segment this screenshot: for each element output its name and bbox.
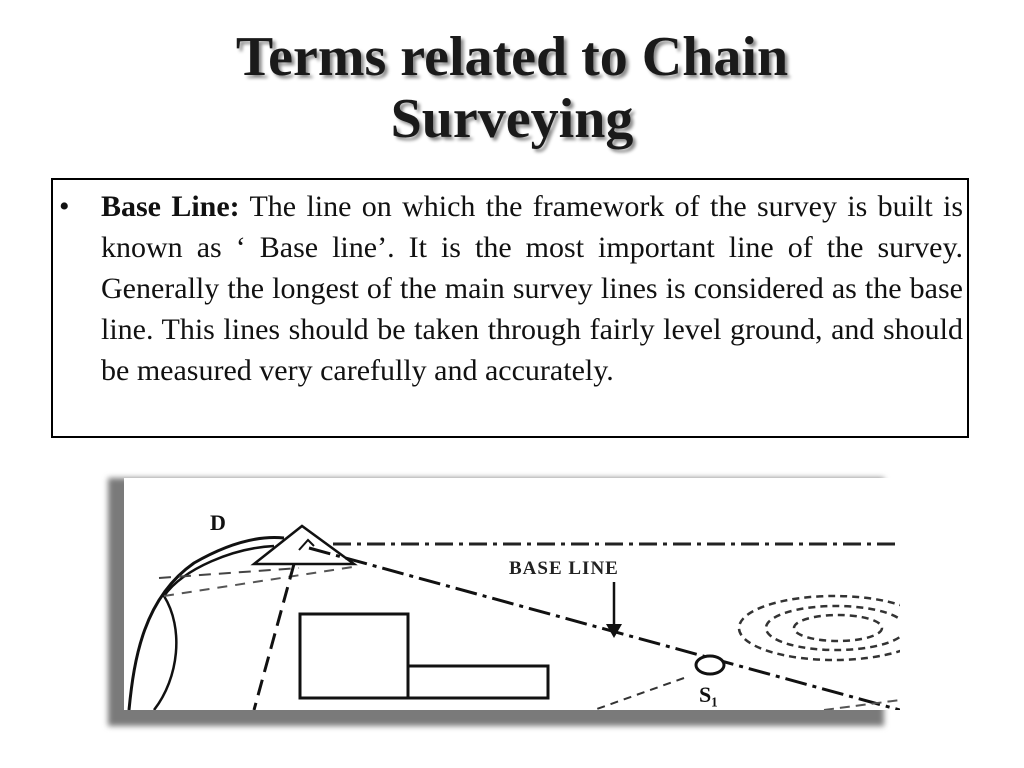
slide-title <box>0 26 1024 150</box>
slide-title-line-2: Surveying <box>390 88 634 150</box>
station-s1-marker <box>696 656 724 674</box>
definition-term: Base Line: <box>101 190 240 223</box>
definition-text: The line on which the framework of the survey is built is known as ‘ Base line’. It is the most important line of the survey. Generally the longest of the main survey lines is considered as the base line. This lines should be taken through fairly level ground, and should be measured very carefully and accurately. <box>101 190 963 387</box>
definition-box <box>51 178 969 438</box>
label-base-line: BASE LINE <box>509 558 619 579</box>
slide-title-line-1: Terms related to Chain <box>235 26 789 88</box>
bullet-marker: • <box>59 190 70 223</box>
label-station-s1: S₁ <box>699 682 718 707</box>
building-annex <box>408 666 548 698</box>
definition-paragraph <box>101 186 963 391</box>
survey-sketch <box>124 478 900 710</box>
base-line-diagram <box>108 478 884 726</box>
building-main <box>300 614 408 698</box>
label-station-d: D <box>210 510 226 535</box>
